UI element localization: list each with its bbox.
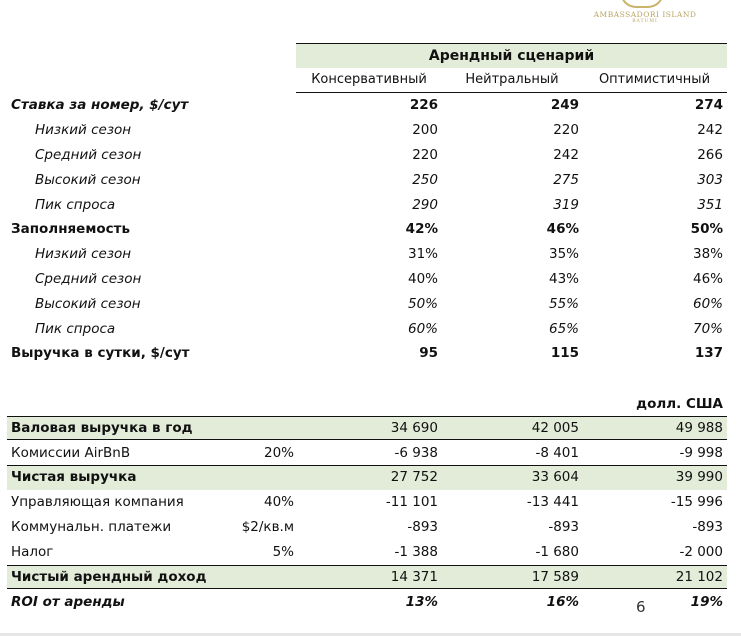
- row-net-revenue: [0, 466, 741, 490]
- cell: 40%: [407, 271, 438, 287]
- cell: 95: [419, 345, 438, 361]
- row-label: Чистый арендный доход: [11, 569, 207, 585]
- row-rate-mid: [0, 144, 741, 168]
- cell: 65%: [548, 321, 579, 337]
- currency-label: долл. США: [636, 396, 723, 412]
- cell: 31%: [407, 246, 438, 262]
- row-label: Низкий сезон: [35, 122, 132, 138]
- row-label: Пик спроса: [35, 197, 116, 213]
- cell: 250: [412, 172, 438, 188]
- cell: -9 998: [679, 445, 723, 461]
- row-label: Чистая выручка: [11, 469, 137, 485]
- cell: 17 589: [531, 569, 579, 585]
- cell: 115: [550, 345, 579, 361]
- logo-name: AMBASSADORI ISLAND: [593, 10, 697, 19]
- row-net-rental-income: [0, 566, 741, 590]
- row-occupancy: [0, 218, 741, 242]
- row-occ-mid: [0, 268, 741, 292]
- cell: 249: [550, 97, 579, 113]
- row-rate-high: [0, 169, 741, 193]
- cell: -893: [407, 519, 438, 535]
- param: 5%: [272, 544, 294, 560]
- cell: 50%: [407, 296, 438, 312]
- cell: 70%: [692, 321, 723, 337]
- cell: 35%: [548, 246, 579, 262]
- scenario-header: Арендный сценарий: [296, 43, 727, 68]
- param: 40%: [263, 494, 294, 510]
- cell: 220: [412, 147, 438, 163]
- row-label: Коммунальн. платежи: [11, 519, 172, 535]
- row-occ-high: [0, 293, 741, 317]
- row-label: Комиссии AirBnB: [11, 445, 131, 461]
- cell: 220: [553, 122, 579, 138]
- row-roi: [0, 591, 741, 615]
- cell: 55%: [548, 296, 579, 312]
- cell: -8 401: [535, 445, 579, 461]
- cell: 38%: [692, 246, 723, 262]
- row-label: Выручка в сутки, $/сут: [11, 345, 190, 361]
- cell: 39 990: [675, 469, 723, 485]
- cell: 60%: [407, 321, 438, 337]
- row-tax: [0, 541, 741, 565]
- cell: 46%: [692, 271, 723, 287]
- col-neutral: Нейтральный: [465, 72, 559, 87]
- cell: 42%: [405, 221, 438, 237]
- row-label: Налог: [11, 544, 54, 560]
- cell: 242: [697, 122, 723, 138]
- logo-subtitle: BATUMI: [632, 19, 658, 24]
- col-conservative: Консервативный: [311, 72, 427, 87]
- cell: 242: [553, 147, 579, 163]
- row-label: Высокий сезон: [35, 296, 141, 312]
- page-number: 6: [636, 598, 646, 616]
- cell: 21 102: [675, 569, 723, 585]
- row-occ-peak: [0, 318, 741, 342]
- cell: 33 604: [531, 469, 579, 485]
- cell: 266: [697, 147, 723, 163]
- col-optimistic: Оптимистичный: [598, 72, 711, 87]
- cell: -11 101: [385, 494, 438, 510]
- row-label: Валовая выручка в год: [11, 420, 193, 436]
- row-label: Ставка за номер, $/сут: [11, 97, 189, 113]
- cell: 27 752: [390, 469, 438, 485]
- param: 20%: [263, 445, 294, 461]
- row-label: Высокий сезон: [35, 172, 141, 188]
- scenario-columns: [296, 68, 727, 93]
- cell: -1 680: [535, 544, 579, 560]
- cell: 137: [694, 345, 723, 361]
- cell: 351: [697, 197, 723, 213]
- cell: 319: [553, 197, 579, 213]
- row-utilities: [0, 516, 741, 540]
- cell: 19%: [690, 594, 723, 610]
- cell: 290: [412, 197, 438, 213]
- row-management: [0, 491, 741, 515]
- cell: 60%: [692, 296, 723, 312]
- cell: 49 988: [675, 420, 723, 436]
- cell: 13%: [405, 594, 438, 610]
- cell: 46%: [546, 221, 579, 237]
- row-rate-peak: [0, 194, 741, 218]
- cell: -6 938: [394, 445, 438, 461]
- cell: 34 690: [390, 420, 438, 436]
- cell: -893: [692, 519, 723, 535]
- cell: 274: [694, 97, 723, 113]
- row-occ-low: [0, 243, 741, 267]
- row-label: Средний сезон: [35, 271, 142, 287]
- cell: 50%: [690, 221, 723, 237]
- row-label: Средний сезон: [35, 147, 142, 163]
- cell: 303: [697, 172, 723, 188]
- logo-emblem-icon: [620, 0, 664, 8]
- brand-logo: [585, 0, 705, 26]
- row-airbnb-fee: [0, 442, 741, 466]
- cell: -893: [548, 519, 579, 535]
- row-rate-per-room: [0, 94, 741, 118]
- row-gross-revenue: [0, 417, 741, 441]
- cell: 43%: [548, 271, 579, 287]
- cell: 16%: [546, 594, 579, 610]
- row-label: Пик спроса: [35, 321, 116, 337]
- cell: -15 996: [670, 494, 723, 510]
- row-daily-revenue: [0, 342, 741, 366]
- cell: 275: [553, 172, 579, 188]
- row-label: Управляющая компания: [11, 494, 184, 510]
- cell: 42 005: [531, 420, 579, 436]
- row-label: Заполняемость: [11, 221, 131, 237]
- row-label: ROI от аренды: [11, 594, 125, 610]
- cell: 226: [409, 97, 438, 113]
- param: $2/кв.м: [241, 519, 294, 535]
- cell: -1 388: [394, 544, 438, 560]
- row-label: Низкий сезон: [35, 246, 132, 262]
- row-rate-low: [0, 119, 741, 143]
- cell: -13 441: [526, 494, 579, 510]
- cell: -2 000: [679, 544, 723, 560]
- cell: 200: [412, 122, 438, 138]
- cell: 14 371: [390, 569, 438, 585]
